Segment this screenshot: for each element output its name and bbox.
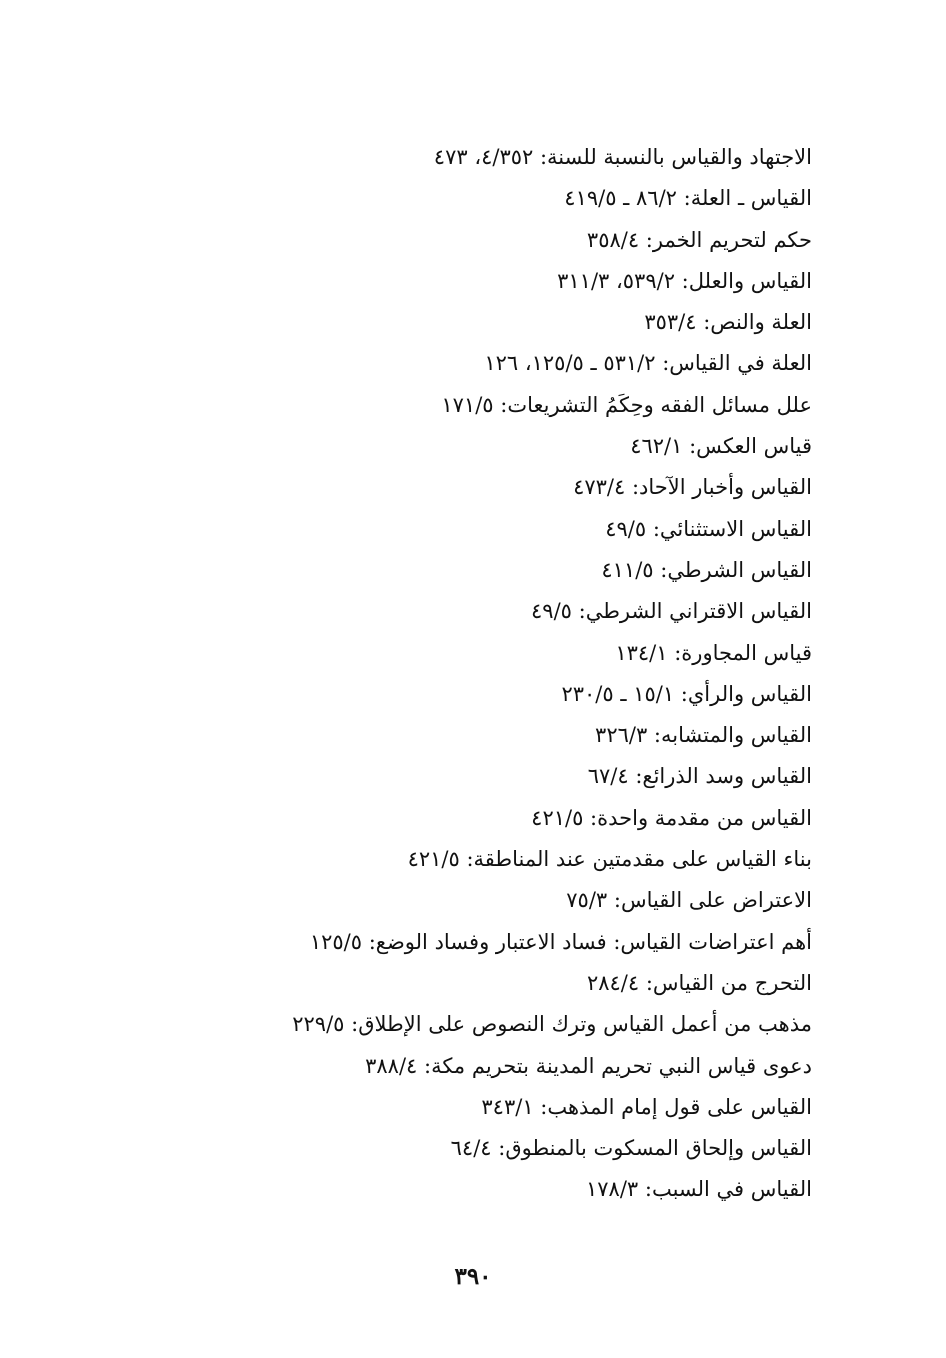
index-entry: مذهب من أعمل القياس وترك النصوص على الإطلاق: ٢٢٩/٥: [292, 1012, 812, 1037]
index-entry: العلة في القياس: ٥٣١/٢ ـ ١٢٥/٥، ١٢٦: [484, 351, 812, 376]
index-entry: القياس والعلل: ٥٣٩/٢، ٣١١/٣: [557, 268, 812, 293]
index-entry: قياس العكس: ٤٦٢/١: [630, 434, 812, 459]
index-entry: القياس والمتشابه: ٣٢٦/٣: [595, 723, 812, 748]
index-entry: القياس من مقدمة واحدة: ٤٢١/٥: [531, 805, 812, 830]
index-entry: العلة والنص: ٣٥٣/٤: [644, 310, 812, 335]
index-entry: قياس المجاورة: ١٣٤/١: [615, 640, 812, 665]
index-entry: القياس وأخبار الآحاد: ٤٧٣/٤: [573, 475, 812, 500]
index-entry: علل مسائل الفقه وحِكَمُ التشريعات: ١٧١/٥: [441, 392, 812, 417]
index-entry: القياس الاقتراني الشرطي: ٤٩/٥: [531, 599, 812, 624]
index-entry: حكم لتحريم الخمر: ٣٥٨/٤: [586, 227, 812, 252]
index-entry: التحرج من القياس: ٢٨٤/٤: [586, 970, 812, 995]
index-entry: القياس والرأي: ١٥/١ ـ ٢٣٠/٥: [561, 681, 812, 706]
index-entry: الاجتهاد والقياس بالنسبة للسنة: ٤/٣٥٢، ٤٧٣: [433, 145, 812, 169]
index-entry: القياس الشرطي: ٤١١/٥: [601, 557, 812, 582]
index-entry: أهم اعتراضات القياس: فساد الاعتبار وفساد الوضع: ١٢٥/٥: [309, 929, 812, 954]
index-entry: القياس ـ العلة: ٨٦/٢ ـ ٤١٩/٥: [564, 186, 812, 211]
index-entry: القياس على قول إمام المذهب: ٣٤٣/١: [481, 1094, 812, 1119]
index-entry: القياس وسد الذرائع: ٦٧/٤: [587, 764, 812, 789]
index-entry: القياس في السبب: ١٧٨/٣: [586, 1177, 812, 1202]
index-entry-list: [252, 137, 812, 1211]
page-number: ٣٩٠: [454, 1263, 492, 1290]
index-entry: دعوى قياس النبي تحريم المدينة بتحريم مكة: ٣٨٨/٤: [365, 1053, 812, 1078]
index-entry: القياس وإلحاق المسكوت بالمنطوق: ٦٤/٤: [450, 1136, 812, 1161]
index-entry: القياس الاستثنائي: ٤٩/٥: [605, 516, 812, 541]
index-entry: بناء القياس على مقدمتين عند المناطقة: ٤٢١/٥: [407, 847, 812, 872]
index-entry: الاعتراض على القياس: ٧٥/٣: [566, 888, 812, 913]
